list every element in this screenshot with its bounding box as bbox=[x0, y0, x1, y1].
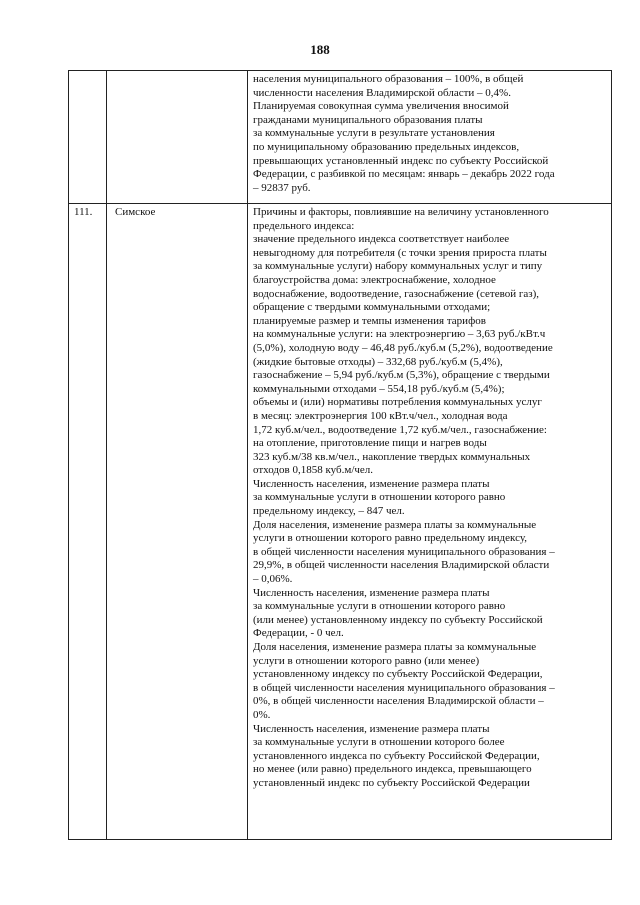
text-line: за коммунальные услуги в отношении которого равно bbox=[253, 491, 506, 504]
text-line: за коммунальные услуги в отношении которого более bbox=[253, 736, 505, 749]
text-line: предельному индексу, – 847 чел. bbox=[253, 505, 405, 518]
municipality-name bbox=[107, 71, 247, 73]
text-line: установленного индекса по субъекту Российской Федерации, bbox=[253, 749, 540, 762]
text-line: Численность населения, изменение размера платы bbox=[253, 477, 490, 490]
text-line: предельного индекса: bbox=[253, 219, 355, 232]
text-line: в общей численности населения муниципального образования – bbox=[253, 681, 555, 694]
text-line: за коммунальные услуги в отношении которого равно bbox=[253, 600, 506, 613]
text-line: на отопление, приготовление пищи и нагрев воды bbox=[253, 437, 487, 450]
description-text bbox=[248, 71, 611, 203]
text-line: в общей численности населения муниципального образования – bbox=[253, 545, 555, 558]
text-line: 1,72 куб.м/чел., водоотведение 1,72 куб.м/чел., газоснабжение: bbox=[253, 423, 547, 436]
text-line: 0%, в общей численности населения Владимирской области – bbox=[253, 695, 544, 708]
description-text bbox=[248, 204, 611, 839]
text-line: за коммунальные услуги) набору коммунальных услуг и типу bbox=[253, 260, 543, 273]
text-line: Федерации, - 0 чел. bbox=[253, 627, 344, 640]
municipality-name: Симское bbox=[115, 206, 156, 218]
text-line: на коммунальные услуги: на электроэнергию – 3,63 руб./кВт.ч bbox=[253, 328, 546, 341]
tariff-index-table bbox=[68, 70, 612, 840]
text-line: гражданами муниципального образования платы bbox=[253, 113, 483, 126]
text-line: коммунальными отходами – 554,18 руб./куб.м (5,4%); bbox=[253, 382, 505, 395]
page-number: 188 bbox=[310, 42, 330, 57]
text-line: Федерации, с разбивкой по месяцам: январь – декабрь 2022 года bbox=[253, 168, 555, 181]
row-number-cell bbox=[69, 204, 107, 840]
text-line: за коммунальные услуги в результате установления bbox=[253, 127, 495, 140]
text-line: Доля населения, изменение размера платы за коммунальные bbox=[253, 641, 537, 653]
text-line: газоснабжение – 5,94 руб./куб.м (5,3%), обращение с твердыми bbox=[253, 369, 550, 382]
text-line: Причины и факторы, повлиявшие на величину установленного bbox=[253, 206, 549, 218]
description-cell bbox=[248, 204, 612, 840]
text-line: невыгодному для потребителя (с точки зрения прироста платы bbox=[253, 246, 547, 259]
row-number bbox=[69, 71, 106, 73]
table-row-continued bbox=[69, 71, 612, 204]
text-line: в месяц: электроэнергия 100 кВт.ч/чел., холодная вода bbox=[253, 409, 508, 422]
text-line: 323 куб.м/38 кв.м/чел., накопление твердых коммунальных bbox=[253, 450, 531, 463]
text-line: – 0,06%. bbox=[253, 573, 293, 586]
text-line: отходов 0,1858 куб.м/чел. bbox=[253, 464, 374, 477]
text-line: 29,9%, в общей численности населения Владимирской области bbox=[253, 559, 550, 572]
text-line: услуги в отношении которого равно (или менее) bbox=[253, 654, 480, 667]
text-line: численности населения Владимирской области – 0,4%. bbox=[253, 86, 511, 99]
text-line: значение предельного индекса соответствует наиболее bbox=[253, 233, 510, 246]
text-line: Численность населения, изменение размера платы bbox=[253, 586, 490, 599]
text-line: (5,0%), холодную воду – 46,48 руб./куб.м (5,2%), водоотведение bbox=[253, 341, 553, 354]
text-line: обращение с твердыми коммунальными отходами; bbox=[253, 301, 491, 314]
text-line: услуги в отношении которого равно предельному индексу, bbox=[253, 532, 527, 545]
text-line: установленный индекс по субъекту Российской Федерации bbox=[253, 776, 530, 789]
text-line: установленному индексу по субъекту Российской Федерации, bbox=[253, 668, 543, 681]
text-line: планируемые размер и темпы изменения тарифов bbox=[253, 314, 486, 327]
description-cell bbox=[248, 71, 612, 204]
text-line: превышающих установленный индекс по субъекту Российской bbox=[253, 154, 549, 167]
text-line: населения муниципального образования – 100%, в общей bbox=[253, 73, 524, 85]
table-row-simskoe bbox=[69, 204, 612, 840]
text-line: Численность населения, изменение размера платы bbox=[253, 722, 490, 735]
text-line: по муниципальному образованию предельных индексов, bbox=[253, 140, 520, 153]
row-number: 111. bbox=[74, 206, 93, 218]
text-line: водоснабжение, водоотведение, газоснабжение (сетевой газ), bbox=[253, 287, 540, 300]
text-line: (или менее) установленному индексу по субъекту Российской bbox=[253, 613, 543, 626]
text-line: благоустройства дома: электроснабжение, холодное bbox=[253, 273, 496, 286]
municipality-name-cell bbox=[107, 71, 248, 204]
text-line: но менее (или равно) предельного индекса, превышающего bbox=[253, 763, 532, 776]
text-line: Доля населения, изменение размера платы за коммунальные bbox=[253, 518, 537, 531]
text-line: Планируемая совокупная сумма увеличения вносимой bbox=[253, 100, 509, 113]
row-number-cell bbox=[69, 71, 107, 204]
municipality-name-cell bbox=[107, 204, 248, 840]
text-line: 0%. bbox=[253, 708, 271, 721]
text-line: (жидкие бытовые отходы) – 332,68 руб./куб.м (5,4%), bbox=[253, 355, 503, 368]
text-line: – 92837 руб. bbox=[253, 181, 311, 194]
text-line: объемы и (или) нормативы потребления коммунальных услуг bbox=[253, 396, 542, 409]
